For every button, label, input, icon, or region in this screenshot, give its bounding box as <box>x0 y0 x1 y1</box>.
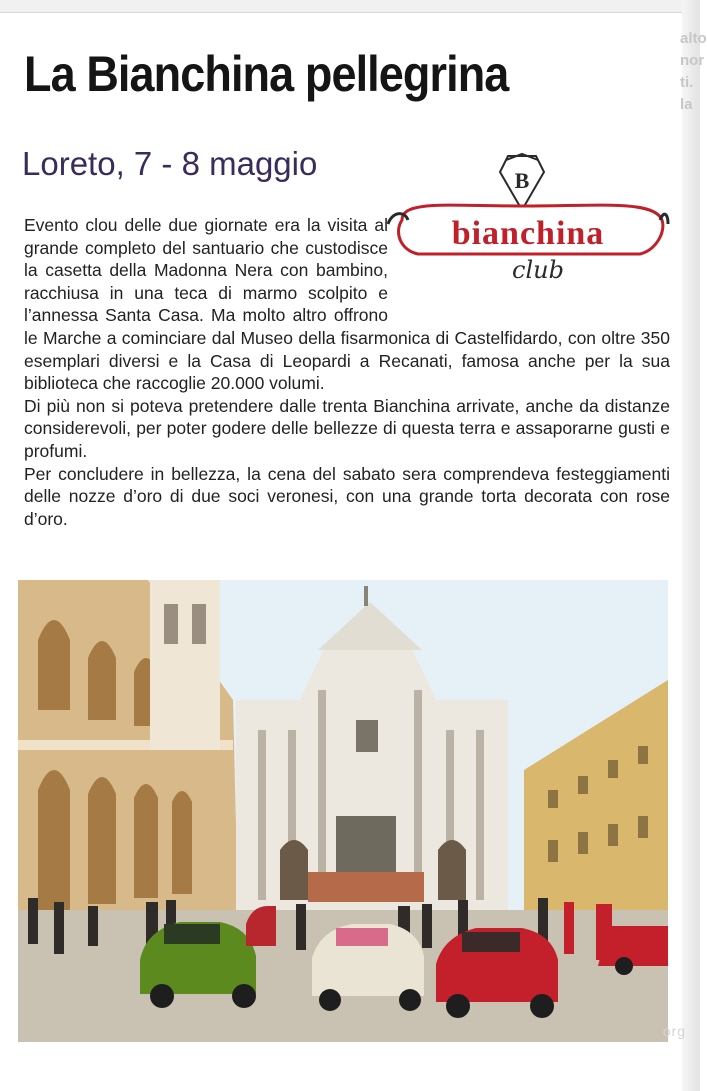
photo-bell-tower <box>150 580 220 750</box>
bleed-line: ti. <box>680 74 694 91</box>
article-paragraph: Per concludere in bellezza, la cena del sabato sera comprendeva festeggiamenti delle nozze d’oro di due soci veronesi, con una grande torta decorata con rose d’oro. <box>24 463 670 529</box>
bleed-line: nor <box>680 52 705 69</box>
side-bleed-text <box>680 28 707 116</box>
logo-wordmark: bianchina <box>451 215 605 252</box>
loreto-basilica-photo <box>18 580 668 1042</box>
article-paragraph: Di più non si poteva pretendere dalle trenta Bianchina arrivate, anche da distanze considerevoli, per poter godere delle bellezze di questa terra e assaporarne gusti e profumi. <box>24 395 670 461</box>
article-body <box>24 214 670 530</box>
watermark-text: org <box>662 1023 686 1039</box>
page-side-shadow <box>680 0 707 1091</box>
page-top-edge <box>0 0 700 13</box>
photo-fountain <box>336 816 396 872</box>
bleed-line: la <box>680 96 693 113</box>
bleed-line: alto <box>680 30 707 47</box>
logo-badge-letter: B <box>514 168 530 193</box>
article-title: La Bianchina pellegrina <box>24 46 509 102</box>
article-paragraph: Evento clou delle due giornate era la visita al grande completo del santuario che custodisce la casetta della Madonna Nera con bambino, racchiusa in una teca di marmo scolpito e l’annessa Santa Casa. Ma molto altro offrono le Marche a cominciare dal Museo della fisarmonica di Castelfidardo, con oltre 350 esemplari diversi e la Casa di Leopardi a Recanati, famosa anche per la sua biblioteca che raccoglie 20.000 volumi. <box>24 215 670 394</box>
article-subtitle: Loreto, 7 - 8 maggio <box>22 145 318 182</box>
logo-float-space <box>388 214 670 306</box>
logo-script: club <box>512 256 564 284</box>
